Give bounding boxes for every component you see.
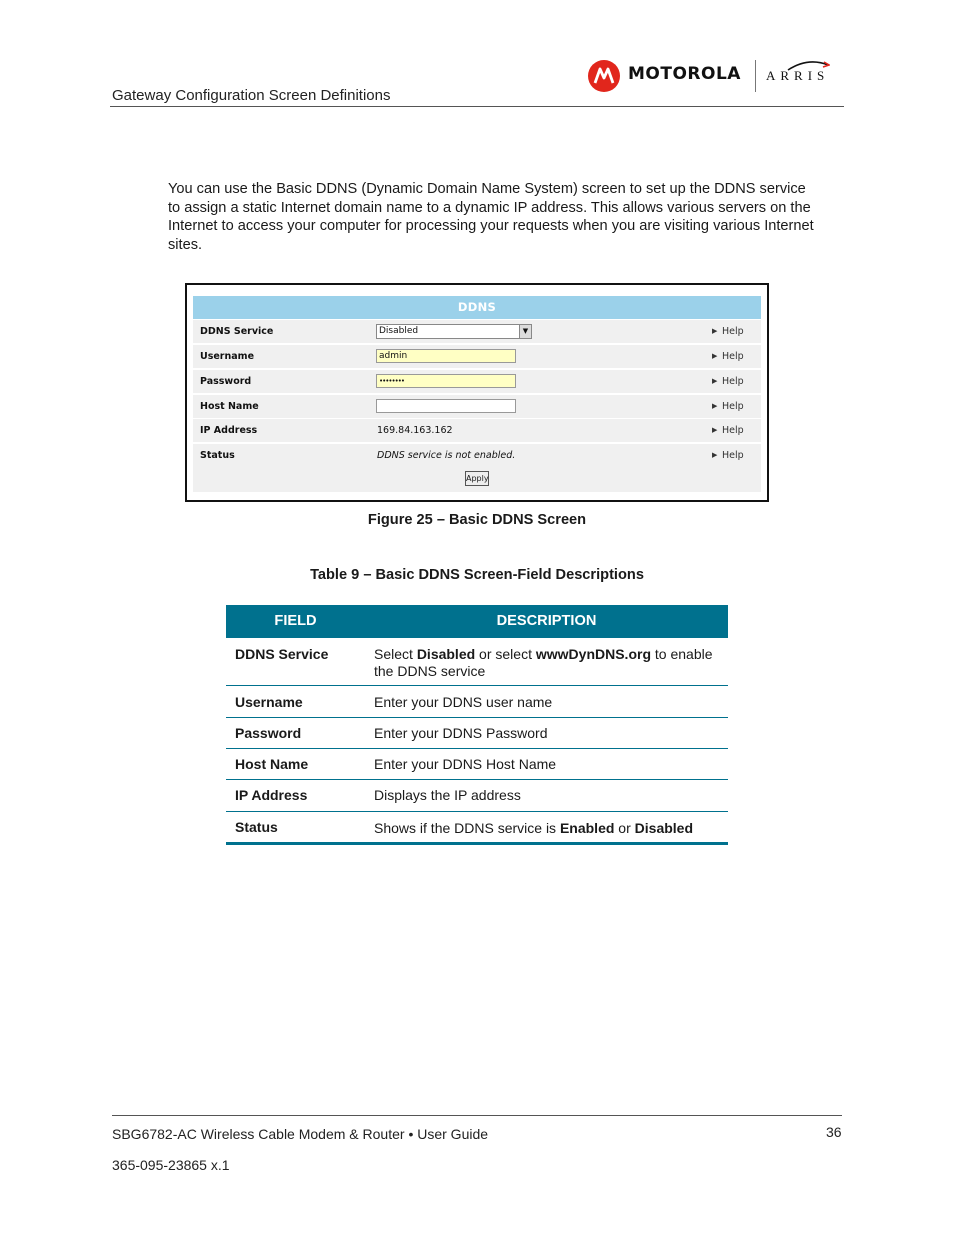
table-row [226, 812, 728, 842]
field-description: Enter your DDNS Host Name [374, 756, 557, 772]
ddns-service-label: DDNS Service [200, 326, 274, 337]
ip-address-value: 169.84.163.162 [377, 425, 453, 436]
apply-row [193, 466, 761, 492]
ddns-service-value: Disabled [379, 326, 419, 336]
password-label: Password [200, 376, 252, 387]
page-number: 36 [826, 1124, 842, 1140]
help-link[interactable]: ▶ Help [722, 326, 744, 337]
logo-divider [755, 60, 756, 92]
help-link[interactable]: ▶ Help [722, 376, 744, 387]
ip-address-label: IP Address [200, 425, 258, 436]
table-caption: Table 9 – Basic DDNS Screen-Field Descriptions [310, 567, 644, 583]
field-name: Username [235, 694, 303, 710]
table-row [226, 718, 728, 749]
table-bottom-rule [226, 842, 728, 845]
field-description: Enter your DDNS user name [374, 694, 553, 710]
motorola-logo-icon [588, 60, 620, 92]
table-row [226, 780, 728, 812]
ddns-panel-title: DDNS [193, 296, 761, 319]
field-name: IP Address [235, 787, 308, 803]
status-label: Status [200, 450, 235, 461]
field-description: Select Disabled or select wwwDynDNS.org to enable the DDNS service [374, 646, 713, 679]
host-name-row [193, 395, 761, 420]
arris-wordmark: ARRIS [766, 68, 830, 83]
section-title: Gateway Configuration Screen Definitions [112, 87, 391, 104]
ddns-service-select[interactable] [376, 324, 532, 339]
help-link[interactable]: ▶ Help [722, 450, 744, 461]
password-input[interactable]: •••••••• [376, 374, 516, 388]
field-description: Shows if the DDNS service is Enabled or Disabled [374, 820, 694, 836]
username-row [193, 345, 761, 370]
header-field: FIELD [274, 613, 317, 629]
password-row [193, 370, 761, 395]
help-link[interactable]: ▶ Help [722, 401, 744, 412]
host-name-label: Host Name [200, 401, 259, 412]
intro-paragraph: You can use the Basic DDNS (Dynamic Domain Name System) screen to set up the DDNS service to assign a static Internet domain name to a dynamic IP address. This allows various servers on the Internet to access your computer for processing your requests when you are visiting various Internet sites. [168, 181, 814, 253]
table-header [226, 605, 728, 638]
header-description: DESCRIPTION [496, 613, 597, 629]
field-name: Status [235, 819, 278, 835]
chevron-down-icon[interactable]: ▼ [519, 325, 531, 338]
username-label: Username [200, 351, 255, 362]
field-name: Host Name [235, 756, 309, 772]
field-description: Enter your DDNS Password [374, 725, 548, 741]
table-row [226, 638, 728, 686]
footer-rule [112, 1115, 842, 1116]
brand-logo [588, 58, 838, 98]
ddns-service-row [193, 320, 761, 345]
host-name-input[interactable] [376, 399, 516, 413]
field-name: Password [235, 725, 302, 741]
field-description: Displays the IP address [374, 787, 521, 803]
ip-address-row [193, 419, 761, 444]
table-row [226, 686, 728, 718]
motorola-wordmark: MOTOROLA [628, 64, 741, 84]
username-input[interactable]: admin [376, 349, 516, 363]
field-name: DDNS Service [235, 646, 329, 662]
header-rule [110, 106, 844, 107]
help-link[interactable]: ▶ Help [722, 425, 744, 436]
footer-title: SBG6782-AC Wireless Cable Modem & Router • User Guide [112, 1126, 489, 1142]
help-link[interactable]: ▶ Help [722, 351, 744, 362]
figure-caption: Figure 25 – Basic DDNS Screen [367, 512, 587, 528]
ddns-screenshot-figure [185, 283, 769, 502]
status-value: DDNS service is not enabled. [377, 450, 516, 461]
apply-button[interactable]: Apply [465, 471, 489, 486]
document-number: 365-095-23865 x.1 [112, 1157, 230, 1173]
table-row [226, 749, 728, 780]
